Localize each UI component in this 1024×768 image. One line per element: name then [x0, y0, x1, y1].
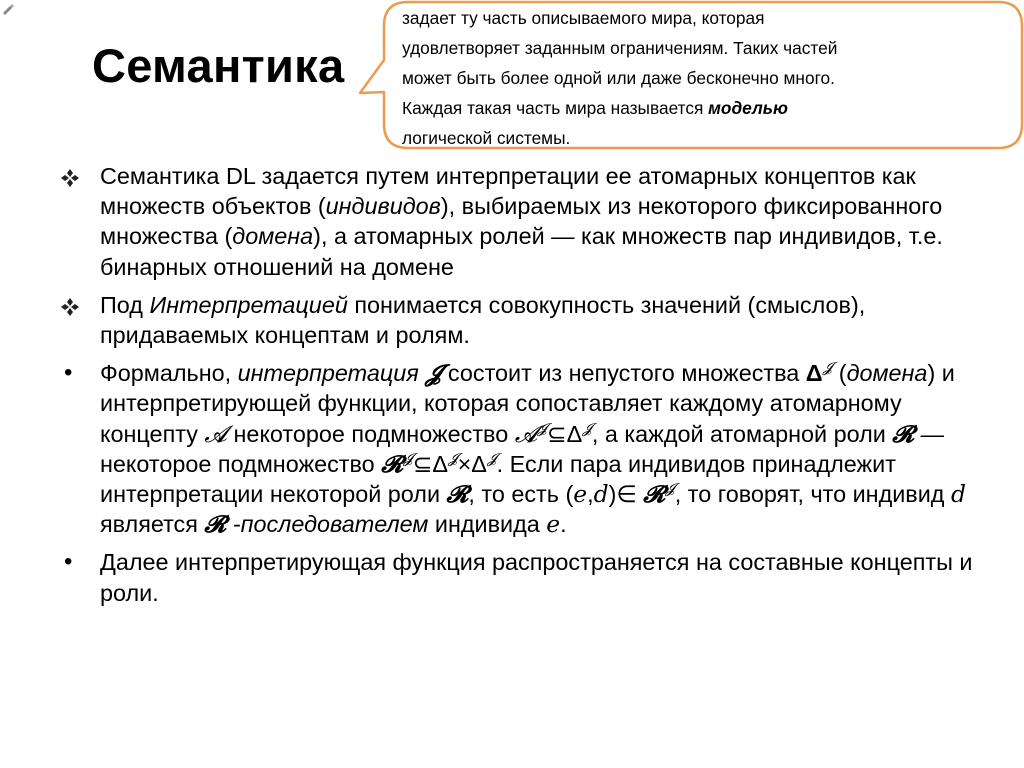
callout-line4-text: Каждая такая часть мира называется: [402, 98, 709, 118]
var-e: e: [546, 510, 561, 539]
symbol-role: 𝓡: [892, 419, 915, 448]
symbol-role: 𝓡: [446, 480, 469, 509]
text: )∈: [608, 481, 644, 508]
text: состоит из непустого множества: [441, 360, 806, 387]
diamond-bullet-icon: [60, 161, 88, 195]
text: понимается совокупность значений (смыслов), придаваемых концептам и ролям.: [100, 291, 866, 349]
text: . Если пара индивидов принадлежит интерпретации некоторой роли: [100, 450, 896, 508]
symbol-subset: ⊆Δ: [412, 450, 448, 477]
symbol-role: 𝓡: [643, 480, 666, 509]
term-domain: домена: [846, 360, 928, 387]
symbol-delta: Δ: [805, 360, 823, 387]
bullet-item-4: [60, 547, 990, 607]
text: , то есть (: [468, 481, 574, 508]
term-interpretation: Интерпретацией: [149, 291, 348, 318]
var-e: e: [573, 480, 588, 509]
symbol-role: 𝓡: [204, 510, 227, 539]
var-d: d: [593, 480, 609, 509]
term-individuals: индивидов: [325, 193, 441, 220]
bullet-item-1: [60, 161, 990, 282]
symbol-times: ×Δ: [457, 450, 487, 477]
term-model: моделью: [708, 98, 788, 118]
callout-line: задает ту часть описываемого мира, которая: [402, 8, 765, 28]
symbol-concept: 𝓐: [514, 419, 538, 448]
text: — некоторое подмножество: [100, 420, 945, 477]
text: ), а атомарных ролей — как множеств пар индивидов, т.е. бинарных отношений на домене: [100, 223, 943, 280]
callout-text: [402, 3, 1014, 153]
term-domain: домена: [232, 223, 314, 250]
symbol-interp: 𝓙: [822, 360, 833, 377]
symbol-interp: 𝓙: [665, 481, 675, 498]
dot-bullet-icon: •: [64, 359, 73, 387]
diamond-bullet-icon: [60, 290, 88, 324]
slide-title: Семантика: [92, 39, 345, 92]
callout-line: логической системы.: [402, 128, 571, 148]
text: (: [832, 360, 847, 387]
text: ,: [587, 481, 594, 508]
symbol-interp: 𝓙: [425, 359, 442, 388]
symbol-interp: 𝓙: [403, 451, 413, 468]
symbol-concept: 𝓐: [204, 419, 228, 448]
callout-line: удовлетворяет заданным ограничениям. Таких частей: [402, 38, 838, 58]
symbol-interp: 𝓙: [447, 451, 458, 468]
bullet-item-2: [60, 290, 990, 350]
symbol-interp: 𝓙: [486, 451, 497, 468]
term-successor: -последователем: [226, 511, 429, 538]
text: ), выбираемых из некоторого фиксированного множества (: [100, 193, 943, 250]
text: ) и интерпретирующей функции, которая сопоставляет каждому атомарному концепту: [100, 360, 955, 447]
text: является: [100, 511, 205, 538]
term-interpretation: интерпретация: [237, 360, 419, 387]
dot-bullet-icon: •: [64, 548, 73, 576]
text: Далее интерпретирующая функция распространяется на составные концепты и роли.: [100, 549, 973, 606]
text: .: [560, 511, 567, 538]
text: Под: [100, 291, 150, 318]
symbol-subset: ⊆Δ: [547, 420, 583, 447]
var-d: d: [950, 480, 966, 509]
symbol-interp: 𝓙: [537, 420, 547, 437]
bullet-list: [60, 161, 990, 616]
symbol-role: 𝓡: [381, 449, 404, 478]
text: , а каждой атомарной роли: [591, 420, 893, 447]
bullet-item-3: [60, 358, 990, 539]
text: , то говорят, что индивид: [674, 481, 951, 508]
text: индивида: [428, 511, 547, 538]
text: Формально,: [100, 360, 238, 387]
symbol-interp: 𝓙: [582, 420, 592, 437]
text: Семантика DL задается путем интерпретации ее атомарных концептов как множеств объектов (: [100, 163, 916, 220]
text: некоторое подмножество: [227, 420, 515, 447]
callout-line: может быть более одной или даже бесконечно много.: [402, 68, 835, 88]
callout-line: [402, 93, 1014, 123]
